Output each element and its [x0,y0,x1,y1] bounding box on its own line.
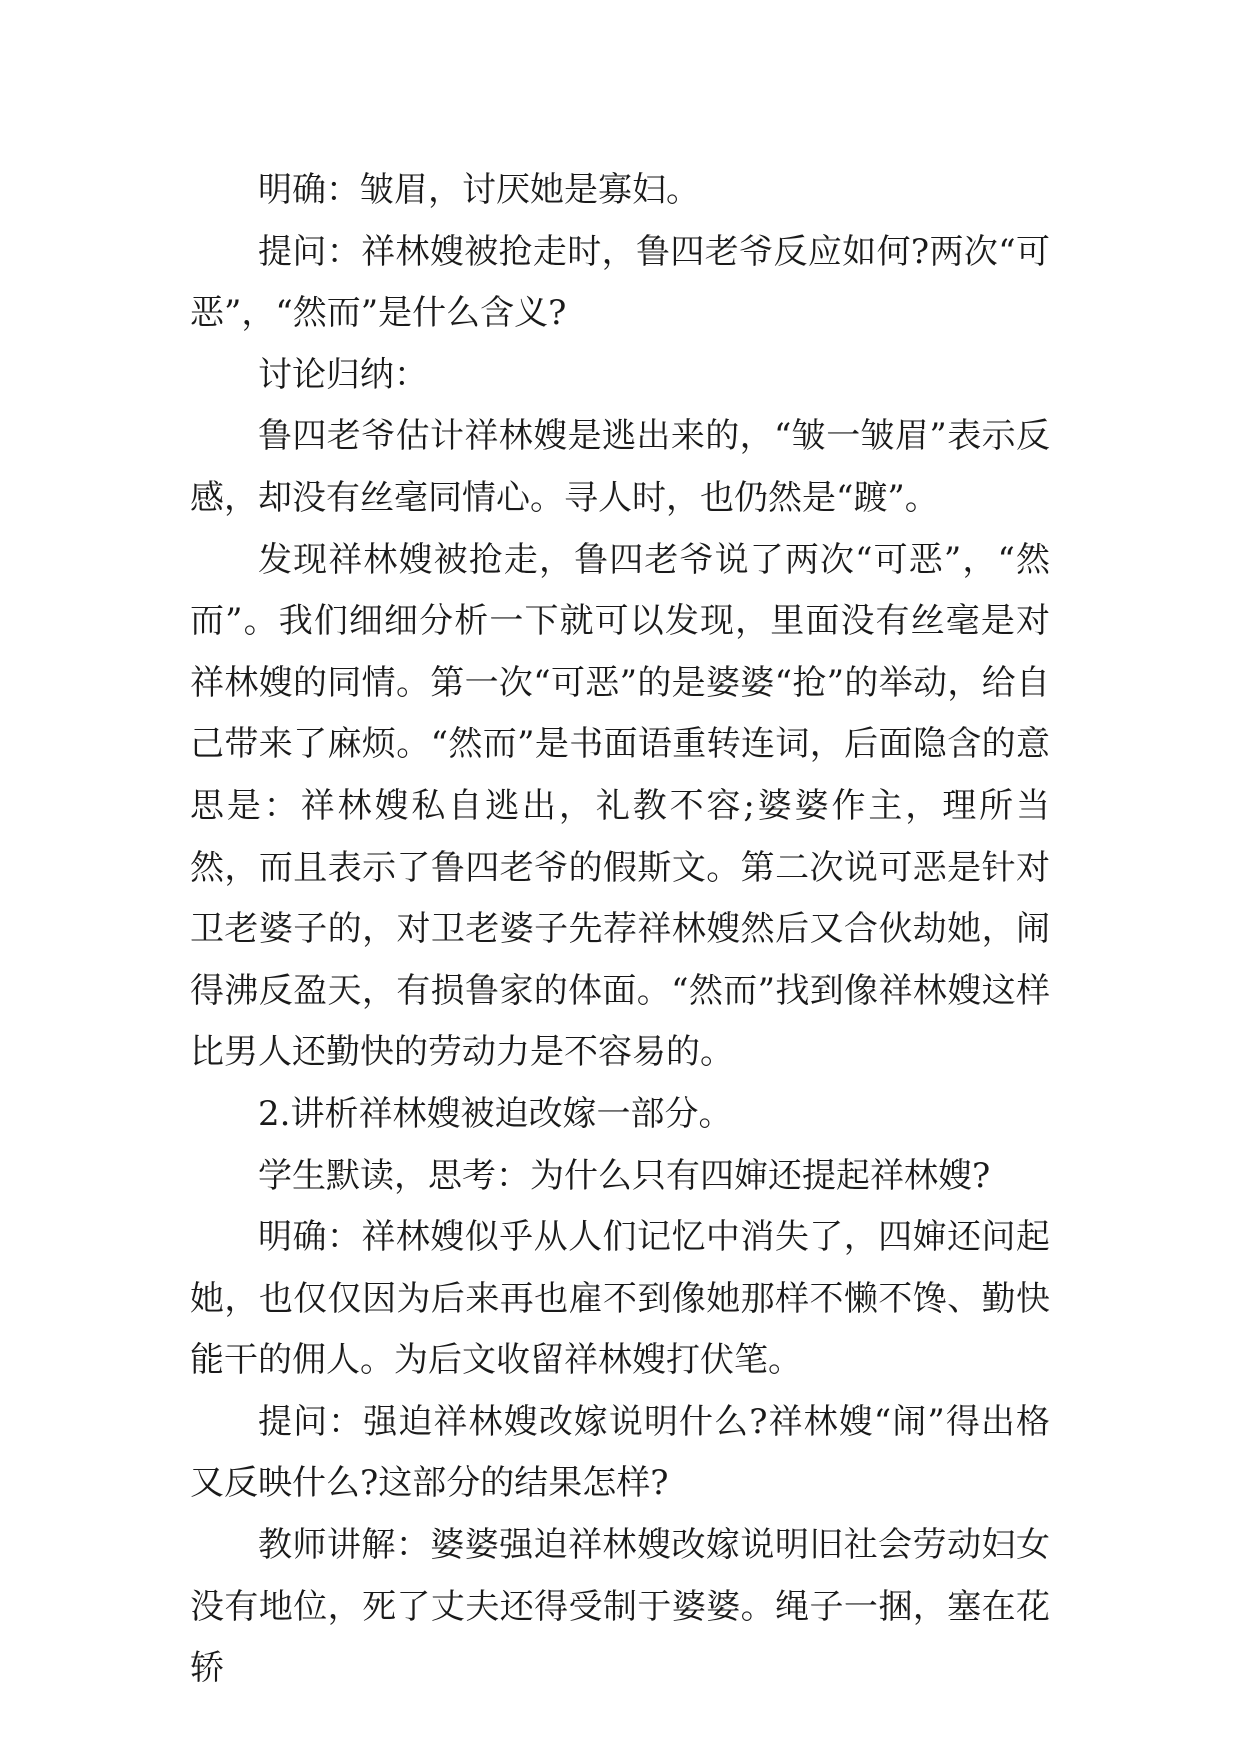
paragraph: 学生默读，思考：为什么只有四婶还提起祥林嫂? [258,1155,991,1196]
paragraph: 提问：祥林嫂被抢走时，鲁四老爷反应如何?两次“可恶”，“然而”是什么含义? [190,231,1050,334]
paragraph: 鲁四老爷估计祥林嫂是逃出来的，“皱一皱眉”表示反感，却没有丝毫同情心。寻人时，也仍然是“踱”。 [190,416,1050,518]
paragraph: 讨论归纳： [258,354,428,395]
paragraph: 提问：强迫祥林嫂改嫁说明什么?祥林嫂“闹”得出格又反映什么?这部分的结果怎样? [190,1401,1050,1504]
paragraph: 教师讲解：婆婆强迫祥林嫂改嫁说明旧社会劳动妇女没有地位，死了丈夫还得受制于婆婆。绳子一捆，塞在花轿 [190,1525,1050,1689]
paragraph: 发现祥林嫂被抢走，鲁四老爷说了两次“可恶”，“然而”。我们细细分析一下就可以发现，里面没有丝毫是对祥林嫂的同情。第一次“可恶”的是婆婆“抢”的举动，给自己带来了麻烦。“然而”是书面语重转连词，后面隐含的意思是：祥林嫂私自逃出，礼教不容;婆婆作主，理所当然，而且表示了鲁四老爷的假斯文。第二次说可恶是针对卫老婆子的，对卫老婆子先荐祥林嫂然后又合伙劫她，闹得沸反盈天，有损鲁家的体面。“然而”找到像祥林嫂这样比男人还勤快的劳动力是不容易的。 [190,539,1050,1073]
paragraph: 明确：皱眉，讨厌她是寡妇。 [258,170,700,210]
document-body [190,160,1050,1700]
paragraph: 2.讲析祥林嫂被迫改嫁一部分。 [258,1093,733,1134]
paragraph: 明确：祥林嫂似乎从人们记忆中消失了，四婶还问起她，也仅仅因为后来再也雇不到像她那样不懒不馋、勤快能干的佣人。为后文收留祥林嫂打伏笔。 [190,1217,1050,1381]
